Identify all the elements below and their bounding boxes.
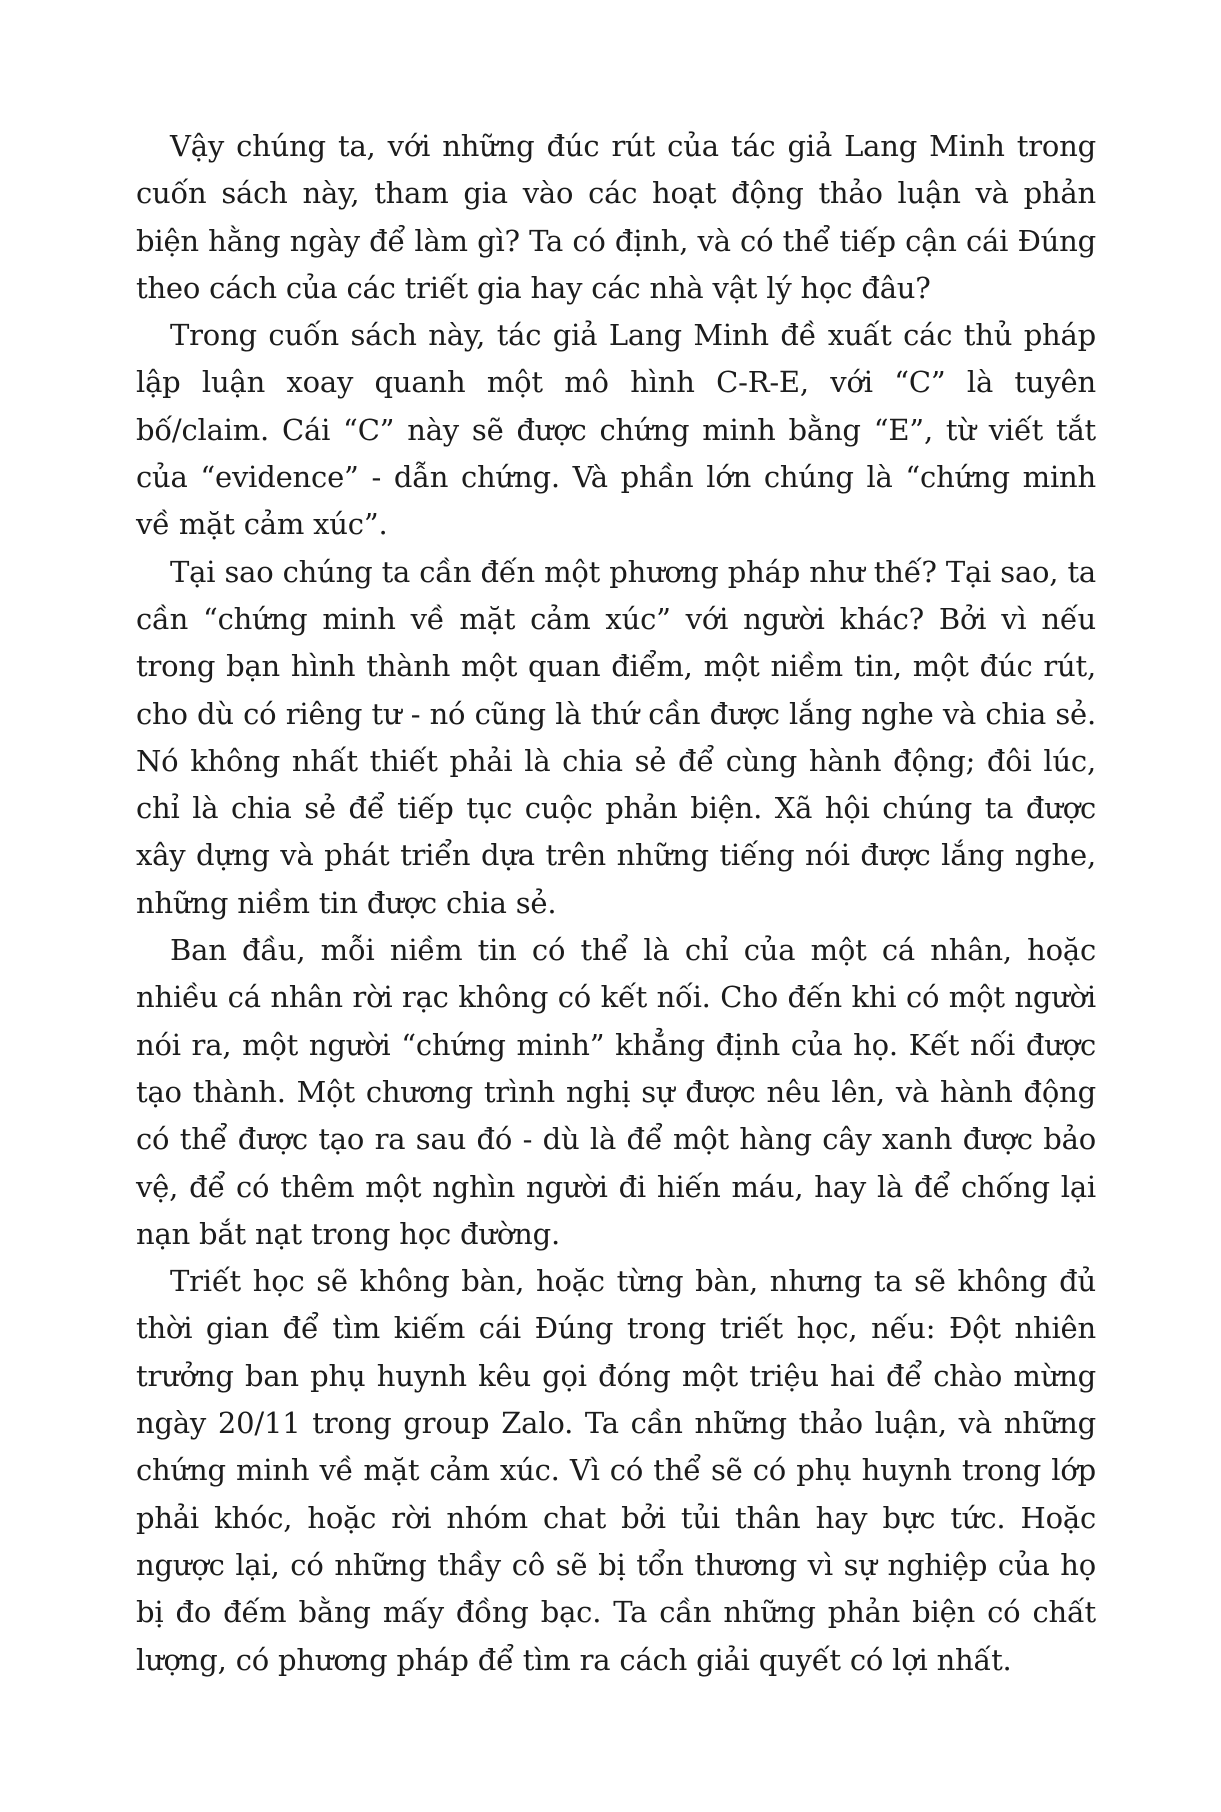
paragraph-3: Tại sao chúng ta cần đến một phương pháp như thế? Tại sao, ta cần “chứng minh về mặt cảm xúc” với người khác? Bởi vì nếu trong bạn hình thành một quan điểm, một niềm tin, một đúc rút, cho dù có riêng tư - nó cũng là thứ cần được lắng nghe và chia sẻ. Nó không nhất thiết phải là chia sẻ để cùng hành động; đôi lúc, chỉ là chia sẻ để tiếp tục cuộc phản biện. Xã hội chúng ta được xây dựng và phát triển dựa trên những tiếng nói được lắng nghe, những niềm tin được chia sẻ. — [136, 554, 1096, 920]
paragraph-5: Triết học sẽ không bàn, hoặc từng bàn, nhưng ta sẽ không đủ thời gian để tìm kiếm cái Đúng trong triết học, nếu: Đột nhiên trưởng ban phụ huynh kêu gọi đóng một triệu hai để chào mừng ngày 20/11 trong group Zalo. Ta cần những thảo luận, và những chứng minh về mặt cảm xúc. Vì có thể sẽ có phụ huynh trong lớp phải khóc, hoặc rời nhóm chat bởi tủi thân hay bực tức. Hoặc ngược lại, có những thầy cô sẽ bị tổn thương vì sự nghiệp của họ bị đo đếm bằng mấy đồng bạc. Ta cần những phản biện có chất lượng, có phương pháp để tìm ra cách giải quyết có lợi nhất. — [136, 1264, 1096, 1677]
paragraph-4: Ban đầu, mỗi niềm tin có thể là chỉ của một cá nhân, hoặc nhiều cá nhân rời rạc không có kết nối. Cho đến khi có một người nói ra, một người “chứng minh” khẳng định của họ. Kết nối được tạo thành. Một chương trình nghị sự được nêu lên, và hành động có thể được tạo ra sau đó - dù là để một hàng cây xanh được bảo vệ, để có thêm một nghìn người đi hiến máu, hay là để chống lại nạn bắt nạt trong học đường. — [136, 933, 1096, 1251]
paragraph-2: Trong cuốn sách này, tác giả Lang Minh đề xuất các thủ pháp lập luận xoay quanh một mô hình C-R-E, với “C” là tuyên bố/claim. Cái “C” này sẽ được chứng minh bằng “E”, từ viết tắt của “evidence” - dẫn chứng. Và phần lớn chúng là “chứng minh về mặt cảm xúc”. — [136, 318, 1096, 542]
page-body-text — [136, 123, 1096, 1684]
paragraph-1: Vậy chúng ta, với những đúc rút của tác giả Lang Minh trong cuốn sách này, tham gia vào các hoạt động thảo luận và phản biện hằng ngày để làm gì? Ta có định, và có thể tiếp cận cái Đúng theo cách của các triết gia hay các nhà vật lý học đâu? — [136, 129, 1096, 305]
